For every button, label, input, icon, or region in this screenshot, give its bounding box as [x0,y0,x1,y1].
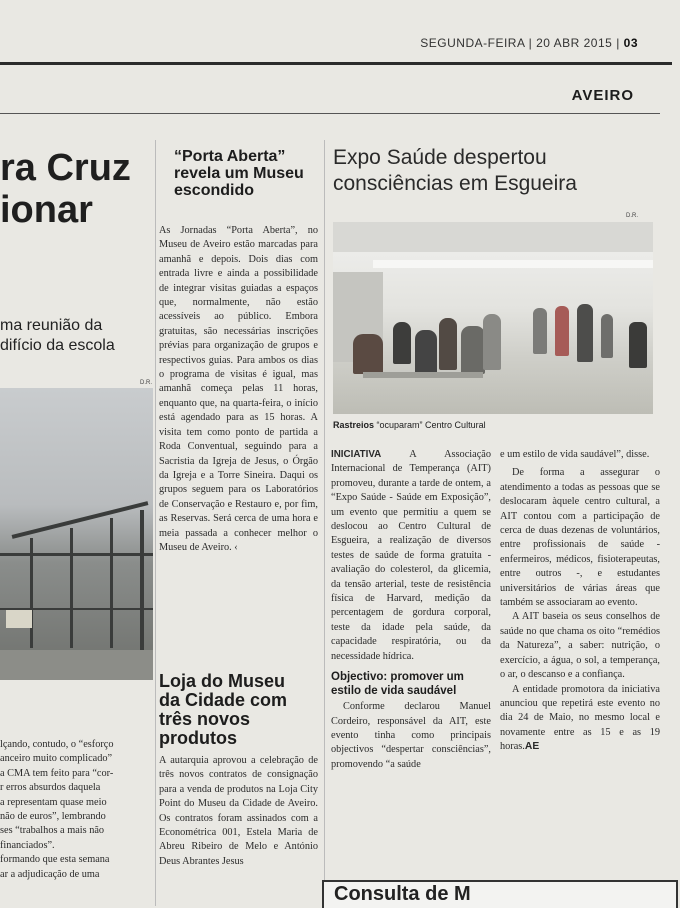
header-weekday: SEGUNDA-FEIRA [420,36,525,50]
left-line: r erros absurdos daquela [0,782,101,794]
expo-lead: INICIATIVA [331,449,382,460]
left-line: formando que esta semana [0,854,110,866]
expo-paragraph-3: e um estilo de vida saudável”, disse. [500,449,650,460]
section-label: AVEIRO [571,87,634,104]
loja-article-body-column [159,754,318,869]
left-line: ses “trabalhos a mais não [0,825,105,837]
expo-column-1 [331,448,491,772]
column-rule [324,140,325,880]
loja-article-title: Loja do Museu da Cidade com três novos produtos [159,671,288,748]
bottom-boxed-article [322,880,678,908]
expo-paragraph-2: Conforme declarou Manuel Cordeiro, responsável da AIT, este evento tinha como principais objectivos “despertar consciências”, promovendo “a saúde [331,701,491,770]
left-line: anceiro muito complicado” [0,753,113,765]
loja-article-body: A autarquia aprovou a celebração de três novos contratos de consignação para a venda de produtos na Loja City Point do Museu da Cidade de Aveiro. Os contratos foram assinados com a Econométrica 001, Estela Maria de Abreu Ribeiro de Melo e António Deus Abrantes Jesus [159,755,318,867]
expo-para6-text: A entidade promotora da iniciativa anunciou que repetirá este evento no dia 24 de Maio, no mesmo local e novamente entre as 15 e as 19 horas. [500,683,660,753]
expo-paragraph-5: A AIT baseia os seus conselhos de saúde no que chama os oito “remédios da Natureza”, a saber: nutrição, o exercício, a água, o sol, a temperança, o ar, o descanso e a confiança. [500,611,660,681]
column-rule [155,140,156,906]
bottom-box-title: Consulta de M [334,883,471,905]
expo-column-2 [500,448,660,755]
museum-article-body-column [159,224,318,555]
caption-text: “ocuparam” Centro Cultural [374,420,486,430]
left-line: a representam quase meio [0,796,107,808]
left-line: financiados”. [0,839,55,851]
left-headline-line2: ionar [0,189,93,231]
end-mark: AE [524,741,540,753]
left-headline-line1: ra Cruz [0,147,131,189]
header-separator: | [528,36,537,50]
left-article-body [0,738,142,882]
header-separator: | [616,36,624,50]
museum-article-body: As Jornadas “Porta Aberta”, no Museu de Aveiro estão marcadas para amanhã e depois. Dois dias com entrada livre e ainda a possibilidade de integrar visitas guiadas a espaços que, normalmente, não estão acessíveis ao público. Embora gratuitas, são necessárias inscrições prévias para organização de grupos e respectivos guias. Para ambos os dias o programa de visitas é igual, mas amanhã começa pelas 11 horas, enquanto que, na quarta-feira, o início está agendado para as 15 horas. A visita tem como ponto de partida a Roda Conventual, seguindo para a Sacristia da Igreja de Jesus, o Órgão da Igreja e a Torre Sineira. Daqui os grupos seguem para os Laboratórios de Conservação e Restauro e, por fim, as Reservas. Será cerca de uma hora e meia passada a conhecer melhor o Museu de Aveiro. ‹ [159,225,318,553]
header-rule [0,62,672,65]
left-article-photo [0,388,153,680]
expo-para1-text: A Associação Internacional de Temperança (AIT) promoveu, durante a tarde de ontem, a “Expo Saúde - Saúde em Exposição”, um evento que permitiu a quem se deslocou ao Centro Cultural de Esgueira, a realização de diversos testes de saúde de forma gratuita - avaliação do colesterol, da glicemia, da tensão arterial, teste de resistência física de Harvard, medição da percentagem de gordura corporal, teste da idade pela saúde, da capacidade respiratória, ou da necessidade hídrica. [331,449,491,662]
expo-photo-credit: D.R. [626,213,638,219]
expo-article-title: Expo Saúde despertou consciências em Esgueira [333,146,577,195]
expo-event-photo [333,222,653,414]
section-rule [0,113,660,114]
page-header-info [420,36,638,50]
left-subtitle-line2: difício da escola [0,337,115,354]
left-line: a CMA tem feito para “cor- [0,767,114,779]
expo-photo-caption [333,420,486,430]
header-date: 20 ABR 2015 [536,36,613,50]
left-line: ar a adjudicação de uma [0,868,100,880]
caption-lead: Rastreios [333,420,375,430]
museum-article-title: “Porta Aberta” revela um Museu escondido [174,148,304,199]
left-subtitle-line1: ma reunião da [0,317,103,334]
left-photo-credit: D.R. [140,380,152,386]
page-number: 03 [623,36,638,50]
left-line: lçando, contudo, o “esforço [0,739,114,750]
left-line: não de euros”, lembrando [0,811,106,823]
expo-paragraph-4: De forma a assegurar o atendimento a todas as pessoas que se deslocaram àquele centro cultural, a AIT contou com a participação de cerca de duas dezenas de voluntários, entre profissionais de saúde - enfermeiros, médicos, fisioterapeutas, entre outros -, e estudantes universitários de várias áreas que também se associaram ao evento. [500,467,660,609]
expo-paragraph-1 [331,448,491,664]
expo-subhead: Objectivo: promover um estilo de vida saudável [331,671,464,698]
expo-paragraph-6 [500,683,660,755]
